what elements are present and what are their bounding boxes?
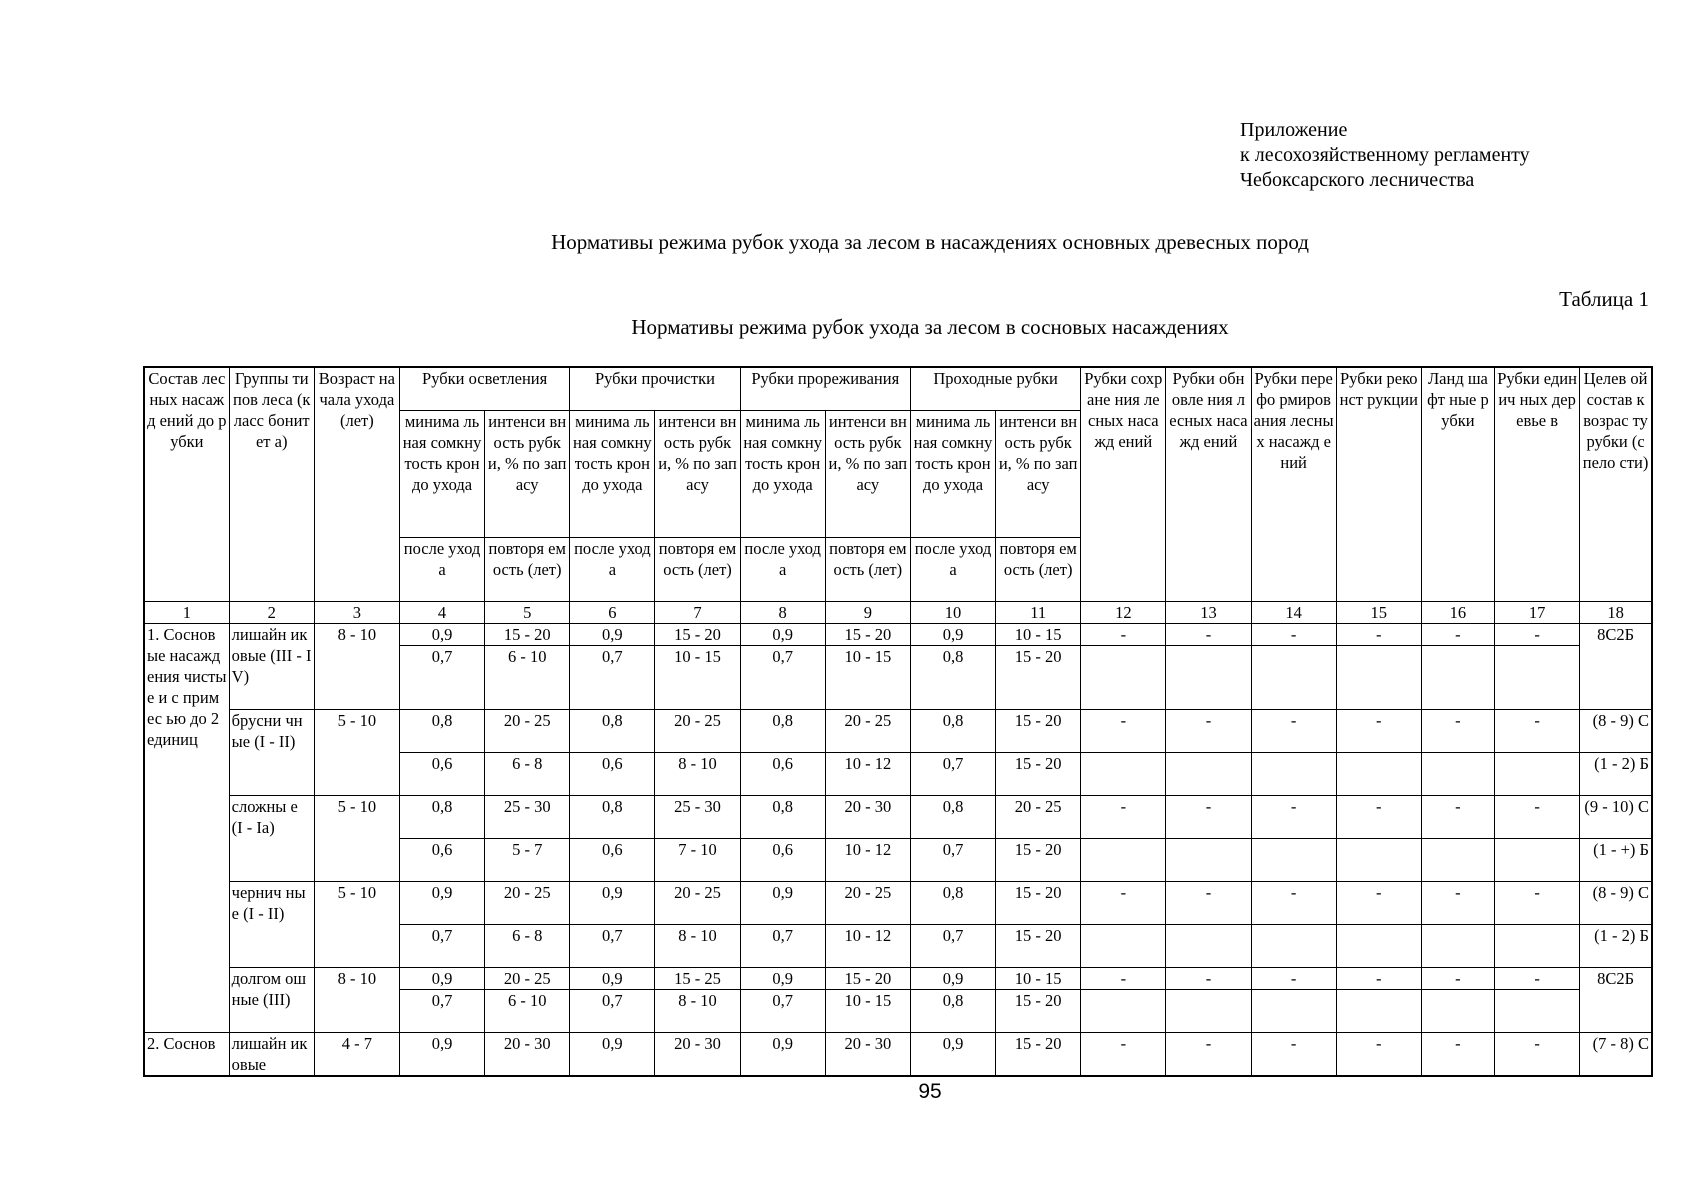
dash-cell: - [1495,624,1580,646]
value-cell: 15 - 20 [996,882,1081,925]
value-cell: 0,8 [570,796,655,839]
value-cell: 0,6 [399,753,484,796]
value-cell: 0,7 [910,925,995,968]
table-row [144,796,1652,839]
col-number: 5 [485,602,570,624]
value-cell: 0,8 [910,796,995,839]
value-cell: 0,7 [910,753,995,796]
forest-type-cell: лишайн иковые (III - IV) [229,624,314,710]
col-number: 9 [825,602,910,624]
value-cell: 0,7 [910,839,995,882]
value-cell: 8 - 10 [655,753,740,796]
empty-cell [1166,990,1251,1033]
sub-intensity: интенси вность рубки, % по запасу [485,411,570,538]
value-cell: 10 - 15 [996,624,1081,646]
empty-cell [1251,753,1336,796]
table-row [144,882,1652,925]
target-cell: (8 - 9) С [1580,710,1652,753]
dash-cell: - [1495,710,1580,753]
composition-cell: 1. Соснов ые насажд ения чистые и с примес ью до 2 единиц [144,624,229,1033]
value-cell: 0,9 [570,1033,655,1077]
value-cell: 0,9 [910,624,995,646]
empty-cell [1495,646,1580,710]
col-number: 7 [655,602,740,624]
header-col17: Рубки единич ных деревье в [1495,367,1580,602]
col-number: 8 [740,602,825,624]
dash-cell: - [1251,968,1336,990]
sub-after: после ухода [740,538,825,602]
sub-min-density: минима льная сомкну тость крон до ухода [740,411,825,538]
appendix-line-2: к лесохозяйственному регламенту [1240,144,1530,166]
dash-cell: - [1421,882,1494,925]
value-cell: 0,9 [740,624,825,646]
target-cell: 8С2Б [1580,968,1652,1033]
dash-cell: - [1336,1033,1421,1077]
value-cell: 0,8 [910,990,995,1033]
sub-min-density: минима льная сомкну тость крон до ухода [910,411,995,538]
header-osvetlenie: Рубки осветления [399,367,569,411]
dash-cell: - [1336,968,1421,990]
value-cell: 0,9 [740,1033,825,1077]
dash-cell: - [1081,710,1166,753]
sub-intensity: интенси вность рубки, % по запасу [655,411,740,538]
col-number: 16 [1421,602,1494,624]
dash-cell: - [1166,882,1251,925]
value-cell: 20 - 25 [485,710,570,753]
col-number: 14 [1251,602,1336,624]
start-age-cell: 4 - 7 [314,1033,399,1077]
dash-cell: - [1421,1033,1494,1077]
header-col12: Рубки сохране ния лесных насажд ений [1081,367,1166,602]
header-start-age: Возраст начала ухода (лет) [314,367,399,602]
table-row [144,968,1652,990]
dash-cell: - [1166,1033,1251,1077]
value-cell: 0,7 [740,646,825,710]
dash-cell: - [1081,1033,1166,1077]
value-cell: 15 - 20 [996,925,1081,968]
empty-cell [1166,925,1251,968]
dash-cell: - [1421,968,1494,990]
value-cell: 10 - 12 [825,753,910,796]
forest-type-cell: долгом ошные (III) [229,968,314,1033]
empty-cell [1166,839,1251,882]
value-cell: 20 - 30 [655,1033,740,1077]
sub-repeat: повторя емость (лет) [825,538,910,602]
dash-cell: - [1495,796,1580,839]
value-cell: 0,8 [399,710,484,753]
header-col15: Рубки реконст рукции [1336,367,1421,602]
value-cell: 0,7 [740,925,825,968]
empty-cell [1336,646,1421,710]
value-cell: 10 - 15 [825,646,910,710]
value-cell: 0,9 [399,1033,484,1077]
dash-cell: - [1495,882,1580,925]
value-cell: 20 - 25 [996,796,1081,839]
header-col18: Целев ой состав к возрас ту рубки (спело сти) [1580,367,1652,602]
dash-cell: - [1166,624,1251,646]
value-cell: 15 - 20 [996,646,1081,710]
col-number: 1 [144,602,229,624]
dash-cell: - [1495,968,1580,990]
value-cell: 15 - 20 [996,839,1081,882]
value-cell: 6 - 10 [485,646,570,710]
norms-table [143,366,1653,1077]
header-row [144,367,1652,411]
value-cell: 0,9 [910,1033,995,1077]
target-cell: (1 - 2) Б [1580,925,1652,968]
value-cell: 7 - 10 [655,839,740,882]
header-prochistka: Рубки прочистки [570,367,740,411]
dash-cell: - [1251,882,1336,925]
empty-cell [1421,925,1494,968]
target-cell: (8 - 9) С [1580,882,1652,925]
value-cell: 0,6 [570,839,655,882]
value-cell: 10 - 12 [825,839,910,882]
col-number: 6 [570,602,655,624]
value-cell: 0,6 [399,839,484,882]
value-cell: 0,6 [740,839,825,882]
empty-cell [1251,839,1336,882]
header-col14: Рубки перефо рмиров ания лесных насажд ений [1251,367,1336,602]
value-cell: 0,8 [399,796,484,839]
table-row [144,624,1652,646]
dash-cell: - [1336,710,1421,753]
header-col13: Рубки обновле ния лесных насажд ений [1166,367,1251,602]
value-cell: 15 - 20 [996,1033,1081,1077]
empty-cell [1421,990,1494,1033]
value-cell: 0,8 [910,882,995,925]
value-cell: 0,8 [570,710,655,753]
start-age-cell: 8 - 10 [314,968,399,1033]
value-cell: 0,9 [399,968,484,990]
dash-cell: - [1495,1033,1580,1077]
empty-cell [1421,839,1494,882]
dash-cell: - [1421,624,1494,646]
empty-cell [1495,839,1580,882]
sub-after: после ухода [399,538,484,602]
value-cell: 0,7 [399,925,484,968]
value-cell: 0,7 [570,925,655,968]
target-cell: (9 - 10) С [1580,796,1652,839]
empty-cell [1421,646,1494,710]
sub-repeat: повторя емость (лет) [485,538,570,602]
col-number: 3 [314,602,399,624]
header-col16: Ланд шафт ные рубки [1421,367,1494,602]
dash-cell: - [1251,796,1336,839]
value-cell: 20 - 25 [655,710,740,753]
sub-intensity: интенси вность рубки, % по запасу [996,411,1081,538]
sub-after: после ухода [910,538,995,602]
empty-cell [1421,753,1494,796]
dash-cell: - [1421,710,1494,753]
forest-type-cell: чернич ные (I - II) [229,882,314,968]
value-cell: 20 - 25 [825,710,910,753]
value-cell: 0,7 [570,990,655,1033]
value-cell: 20 - 30 [485,1033,570,1077]
empty-cell [1336,925,1421,968]
col-number: 18 [1580,602,1652,624]
sub-min-density: минима льная сомкну тость крон до ухода [570,411,655,538]
main-title: Нормативы режима рубок ухода за лесом в насаждениях основных древесных пород [551,230,1309,254]
value-cell: 15 - 20 [825,968,910,990]
col-number: 12 [1081,602,1166,624]
dash-cell: - [1336,882,1421,925]
empty-cell [1081,753,1166,796]
empty-cell [1495,925,1580,968]
empty-cell [1495,990,1580,1033]
value-cell: 0,9 [910,968,995,990]
dash-cell: - [1251,624,1336,646]
value-cell: 0,9 [740,882,825,925]
table-label: Таблица 1 [1559,287,1649,311]
value-cell: 20 - 25 [655,882,740,925]
start-age-cell: 5 - 10 [314,882,399,968]
value-cell: 0,9 [570,624,655,646]
composition-cell: 2. Соснов [144,1033,229,1077]
dash-cell: - [1251,710,1336,753]
start-age-cell: 5 - 10 [314,796,399,882]
appendix-note [1240,118,1530,193]
value-cell: 0,6 [740,753,825,796]
value-cell: 0,9 [399,882,484,925]
forest-type-cell: сложны е (I - Iа) [229,796,314,882]
empty-cell [1495,753,1580,796]
empty-cell [1251,646,1336,710]
dash-cell: - [1336,796,1421,839]
value-cell: 0,9 [570,968,655,990]
empty-cell [1336,990,1421,1033]
value-cell: 15 - 20 [996,753,1081,796]
target-cell: (1 - +) Б [1580,839,1652,882]
empty-cell [1251,990,1336,1033]
value-cell: 25 - 30 [485,796,570,839]
target-cell: 8С2Б [1580,624,1652,710]
value-cell: 0,8 [740,796,825,839]
header-forest-type: Группы типов леса (класс бонитет а) [229,367,314,602]
sub-min-density: минима льная сомкну тость крон до ухода [399,411,484,538]
value-cell: 20 - 30 [825,1033,910,1077]
value-cell: 0,9 [399,624,484,646]
dash-cell: - [1421,796,1494,839]
dash-cell: - [1166,968,1251,990]
value-cell: 10 - 15 [655,646,740,710]
value-cell: 15 - 20 [655,624,740,646]
page-number: 95 [918,1080,942,1103]
empty-cell [1081,925,1166,968]
value-cell: 15 - 20 [996,710,1081,753]
dash-cell: - [1081,796,1166,839]
value-cell: 6 - 8 [485,753,570,796]
empty-cell [1081,990,1166,1033]
header-prokhodnye: Проходные рубки [910,367,1080,411]
value-cell: 20 - 25 [485,968,570,990]
appendix-line-3: Чебоксарского лесничества [1240,169,1475,191]
dash-cell: - [1166,710,1251,753]
empty-cell [1336,753,1421,796]
value-cell: 15 - 25 [655,968,740,990]
value-cell: 0,8 [740,710,825,753]
table-row [144,1033,1652,1077]
value-cell: 15 - 20 [996,990,1081,1033]
col-number: 15 [1336,602,1421,624]
value-cell: 0,9 [740,968,825,990]
start-age-cell: 8 - 10 [314,624,399,710]
value-cell: 20 - 30 [825,796,910,839]
col-number: 4 [399,602,484,624]
col-number: 10 [910,602,995,624]
col-number: 17 [1495,602,1580,624]
sub-repeat: повторя емость (лет) [655,538,740,602]
empty-cell [1081,839,1166,882]
sub-repeat: повторя емость (лет) [996,538,1081,602]
table-title: Нормативы режима рубок ухода за лесом в сосновых насаждениях [631,315,1229,339]
dash-cell: - [1081,624,1166,646]
value-cell: 20 - 25 [485,882,570,925]
column-numbers-row [144,602,1652,624]
empty-cell [1166,646,1251,710]
table-row [144,710,1652,753]
empty-cell [1166,753,1251,796]
empty-cell [1081,646,1166,710]
dash-cell: - [1166,796,1251,839]
value-cell: 0,7 [570,646,655,710]
value-cell: 6 - 8 [485,925,570,968]
dash-cell: - [1251,1033,1336,1077]
header-prorezhivanie: Рубки прореживания [740,367,910,411]
value-cell: 10 - 15 [996,968,1081,990]
value-cell: 10 - 15 [825,990,910,1033]
value-cell: 0,6 [570,753,655,796]
value-cell: 20 - 25 [825,882,910,925]
value-cell: 15 - 20 [825,624,910,646]
value-cell: 5 - 7 [485,839,570,882]
value-cell: 0,8 [910,710,995,753]
forest-type-cell: лишайн иковые [229,1033,314,1077]
dash-cell: - [1081,968,1166,990]
value-cell: 10 - 12 [825,925,910,968]
start-age-cell: 5 - 10 [314,710,399,796]
appendix-line-1: Приложение [1240,119,1348,141]
value-cell: 8 - 10 [655,925,740,968]
empty-cell [1336,839,1421,882]
value-cell: 0,8 [910,646,995,710]
dash-cell: - [1336,624,1421,646]
target-cell: (1 - 2) Б [1580,753,1652,796]
target-cell: (7 - 8) С [1580,1033,1652,1077]
col-number: 11 [996,602,1081,624]
col-number: 2 [229,602,314,624]
value-cell: 25 - 30 [655,796,740,839]
value-cell: 15 - 20 [485,624,570,646]
value-cell: 6 - 10 [485,990,570,1033]
sub-intensity: интенси вность рубки, % по запасу [825,411,910,538]
forest-type-cell: брусни чные (I - II) [229,710,314,796]
value-cell: 0,9 [570,882,655,925]
dash-cell: - [1081,882,1166,925]
value-cell: 0,7 [399,990,484,1033]
empty-cell [1251,925,1336,968]
sub-after: после ухода [570,538,655,602]
header-composition: Состав лесных насажд ений до рубки [144,367,229,602]
value-cell: 0,7 [399,646,484,710]
value-cell: 0,7 [740,990,825,1033]
col-number: 13 [1166,602,1251,624]
value-cell: 8 - 10 [655,990,740,1033]
